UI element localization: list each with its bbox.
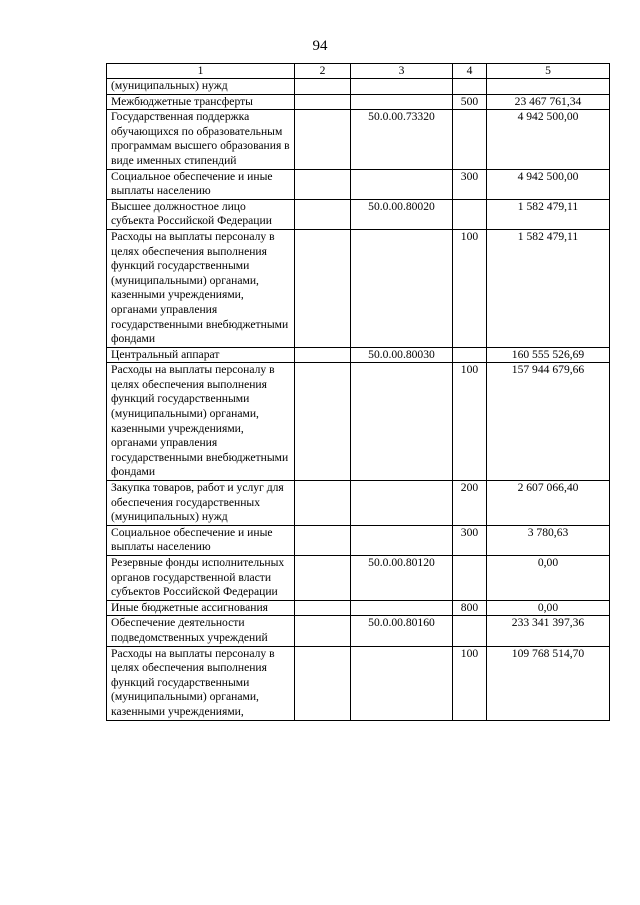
row-type-cell: 300 bbox=[453, 525, 487, 555]
row-code-cell: 50.0.00.80160 bbox=[351, 616, 453, 646]
row-amount-cell: 157 944 679,66 bbox=[487, 363, 610, 481]
row-code-cell bbox=[351, 525, 453, 555]
row-name-cell: Межбюджетные трансферты bbox=[107, 94, 295, 110]
row-col2-cell bbox=[295, 363, 351, 481]
table-row bbox=[107, 169, 610, 199]
table-row bbox=[107, 347, 610, 363]
table-row bbox=[107, 229, 610, 347]
row-code-cell bbox=[351, 363, 453, 481]
row-type-cell bbox=[453, 79, 487, 95]
row-col2-cell bbox=[295, 229, 351, 347]
row-type-cell: 200 bbox=[453, 481, 487, 526]
row-col2-cell bbox=[295, 616, 351, 646]
row-type-cell: 100 bbox=[453, 229, 487, 347]
row-amount-cell: 1 582 479,11 bbox=[487, 199, 610, 229]
budget-table bbox=[106, 63, 610, 721]
row-col2-cell bbox=[295, 525, 351, 555]
row-code-cell bbox=[351, 229, 453, 347]
row-col2-cell bbox=[295, 169, 351, 199]
row-col2-cell bbox=[295, 556, 351, 601]
row-col2-cell bbox=[295, 79, 351, 95]
row-col2-cell bbox=[295, 646, 351, 720]
row-name-cell: Обеспечение деятельности подведомственных учреждений bbox=[107, 616, 295, 646]
row-amount-cell: 3 780,63 bbox=[487, 525, 610, 555]
row-code-cell bbox=[351, 79, 453, 95]
table-row bbox=[107, 199, 610, 229]
table-row bbox=[107, 79, 610, 95]
row-name-cell: Резервные фонды исполнительных органов государственной власти субъектов Российской Федерации bbox=[107, 556, 295, 601]
row-name-cell: Расходы на выплаты персоналу в целях обеспечения выполнения функций государственными (муниципальными) органами, казенными учреждениями, органами управления государственными внебюджетными фондами bbox=[107, 229, 295, 347]
header-cell-5: 5 bbox=[487, 64, 610, 79]
row-name-cell: Государственная поддержка обучающихся по образовательным программам высшего образования в виде именных стипендий bbox=[107, 110, 295, 169]
row-type-cell: 100 bbox=[453, 646, 487, 720]
table-row bbox=[107, 110, 610, 169]
header-cell-3: 3 bbox=[351, 64, 453, 79]
row-col2-cell bbox=[295, 481, 351, 526]
page-number: 94 bbox=[312, 38, 328, 54]
row-type-cell: 500 bbox=[453, 94, 487, 110]
row-type-cell: 800 bbox=[453, 600, 487, 616]
row-amount-cell: 23 467 761,34 bbox=[487, 94, 610, 110]
table-row bbox=[107, 481, 610, 526]
row-code-cell bbox=[351, 600, 453, 616]
row-code-cell: 50.0.00.80020 bbox=[351, 199, 453, 229]
row-amount-cell: 1 582 479,11 bbox=[487, 229, 610, 347]
row-col2-cell bbox=[295, 347, 351, 363]
header-cell-4: 4 bbox=[453, 64, 487, 79]
row-name-cell: Высшее должностное лицо субъекта Российской Федерации bbox=[107, 199, 295, 229]
row-amount-cell: 2 607 066,40 bbox=[487, 481, 610, 526]
row-name-cell: Закупка товаров, работ и услуг для обеспечения государственных (муниципальных) нужд bbox=[107, 481, 295, 526]
row-type-cell: 300 bbox=[453, 169, 487, 199]
row-name-cell: Социальное обеспечение и иные выплаты населению bbox=[107, 525, 295, 555]
row-amount-cell: 4 942 500,00 bbox=[487, 169, 610, 199]
row-code-cell bbox=[351, 169, 453, 199]
header-cell-1: 1 bbox=[107, 64, 295, 79]
row-amount-cell: 109 768 514,70 bbox=[487, 646, 610, 720]
row-code-cell: 50.0.00.73320 bbox=[351, 110, 453, 169]
row-name-cell: Центральный аппарат bbox=[107, 347, 295, 363]
row-type-cell bbox=[453, 199, 487, 229]
row-code-cell bbox=[351, 94, 453, 110]
row-amount-cell: 0,00 bbox=[487, 600, 610, 616]
row-code-cell bbox=[351, 646, 453, 720]
table-row bbox=[107, 646, 610, 720]
row-col2-cell bbox=[295, 199, 351, 229]
row-amount-cell: 233 341 397,36 bbox=[487, 616, 610, 646]
row-amount-cell: 160 555 526,69 bbox=[487, 347, 610, 363]
row-col2-cell bbox=[295, 94, 351, 110]
row-amount-cell: 4 942 500,00 bbox=[487, 110, 610, 169]
table-row bbox=[107, 556, 610, 601]
row-col2-cell bbox=[295, 110, 351, 169]
row-col2-cell bbox=[295, 600, 351, 616]
row-type-cell bbox=[453, 616, 487, 646]
header-cell-2: 2 bbox=[295, 64, 351, 79]
row-type-cell bbox=[453, 110, 487, 169]
row-type-cell: 100 bbox=[453, 363, 487, 481]
table-header-row bbox=[107, 64, 610, 79]
table-row bbox=[107, 600, 610, 616]
row-name-cell: Социальное обеспечение и иные выплаты населению bbox=[107, 169, 295, 199]
row-amount-cell bbox=[487, 79, 610, 95]
row-code-cell: 50.0.00.80030 bbox=[351, 347, 453, 363]
table-row bbox=[107, 363, 610, 481]
row-type-cell bbox=[453, 556, 487, 601]
row-name-cell: Расходы на выплаты персоналу в целях обеспечения выполнения функций государственными (муниципальными) органами, казенными учреждениями, органами управления государственными внебюджетными фондами bbox=[107, 363, 295, 481]
row-amount-cell: 0,00 bbox=[487, 556, 610, 601]
table-row bbox=[107, 94, 610, 110]
row-code-cell: 50.0.00.80120 bbox=[351, 556, 453, 601]
row-name-cell: Иные бюджетные ассигнования bbox=[107, 600, 295, 616]
row-name-cell: Расходы на выплаты персоналу в целях обеспечения выполнения функций государственными (муниципальными) органами, казенными учреждениями, bbox=[107, 646, 295, 720]
row-code-cell bbox=[351, 481, 453, 526]
table-row bbox=[107, 616, 610, 646]
table-row bbox=[107, 525, 610, 555]
row-type-cell bbox=[453, 347, 487, 363]
row-name-cell: (муниципальных) нужд bbox=[107, 79, 295, 95]
